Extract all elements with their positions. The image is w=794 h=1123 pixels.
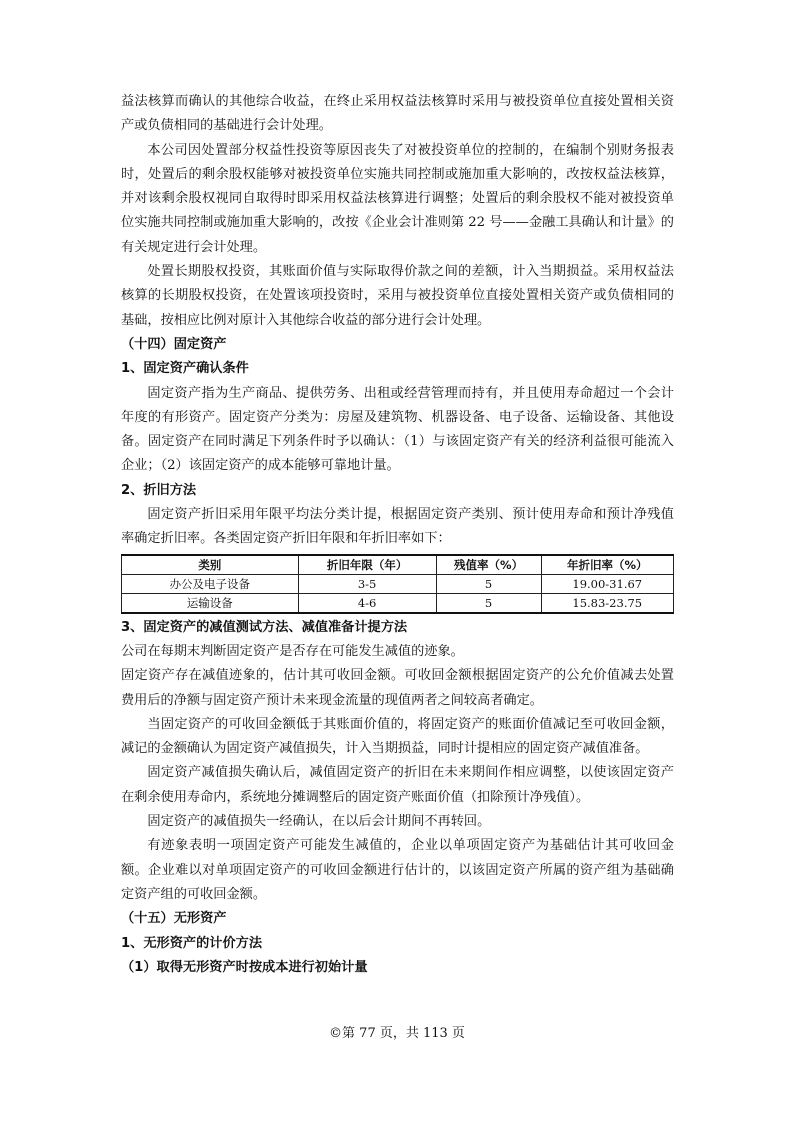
table-header-annual-rate: 年折旧率（%） (541, 555, 674, 575)
paragraph-impairment-judgement: 公司在每期末判断固定资产是否存在可能发生减值的迹象。 (121, 643, 464, 659)
table-cell: 4-6 (298, 593, 436, 613)
section-15-heading-1: 1、无形资产的计价方法 (121, 935, 263, 951)
paragraph-asset-group: 有迹象表明一项固定资产可能发生减值的，企业以单项固定资产为基础估计其可收回金额。企业难以对单项固定资产的可收回金额进行估计的，以该固定资产所属的资产组为基础确定资产组的可收回金额。 (121, 838, 674, 902)
paragraph-disposal-long-term-equity: 处置长期股权投资，其账面价值与实际取得价款之间的差额，计入当期损益。采用权益法核算的长期股权投资，在处置该项投资时，采用与被投资单位直接处置相关资产或负债相同的基础，按相应比例对原计入其他综合收益的部分进行会计处理。 (121, 264, 674, 328)
table-cell: 办公及电子设备 (122, 574, 299, 593)
paragraph-recoverable-amount: 固定资产存在减值迹象的，估计其可收回金额。可收回金额根据固定资产的公允价值减去处置费用后的净额与固定资产预计未来现金流量的现值两者之间较高者确定。 (121, 668, 674, 708)
paragraph-depreciation-method: 固定资产折旧采用年限平均法分类计提，根据固定资产类别、预计使用寿命和预计净残值率确定折旧率。各类固定资产折旧年限和年折旧率如下： (121, 507, 674, 547)
table-row (122, 593, 674, 613)
paragraph-equity-method-continuation: 益法核算而确认的其他综合收益，在终止采用权益法核算时采用与被投资单位直接处置相关资产或负债相同的基础进行会计处理。 (121, 94, 674, 134)
table-header-residual: 残值率（%） (436, 555, 541, 575)
table-cell: 3-5 (298, 574, 436, 593)
table-header-row (122, 555, 674, 575)
paragraph-no-reversal: 固定资产的减值损失一经确认，在以后会计期间不再转回。 (147, 814, 491, 830)
table-cell: 5 (436, 574, 541, 593)
table-cell: 运输设备 (122, 593, 299, 613)
paragraph-partial-disposal: 本公司因处置部分权益性投资等原因丧失了对被投资单位的控制的，在编制个别财务报表时，处置后的剩余股权能够对被投资单位实施共同控制或施加重大影响的，改按权益法核算，并对该剩余股权视同自取得时即采用权益法核算进行调整；处置后的剩余股权不能对被投资单位实施共同控制或施加重大影响的，改按《企业会计准则第 22 号——金融工具确认和计量》的有关规定进行会计处理。 (121, 142, 674, 255)
section-15-title: （十五）无形资产 (121, 911, 227, 927)
page-footer: ©第 77 页，共 113 页 (329, 1026, 465, 1041)
paragraph-depreciation-adjustment: 固定资产减值损失确认后，减值固定资产的折旧在未来期间作相应调整，以使该固定资产在剩余使用寿命内，系统地分摊调整后的固定资产账面价值（扣除预计净残值）。 (121, 765, 674, 805)
table-row (122, 574, 674, 593)
section-14-title: （十四）固定资产 (121, 336, 227, 352)
table-cell: 19.00-31.67 (541, 574, 674, 593)
table-header-category: 类别 (122, 555, 299, 575)
table-cell: 5 (436, 593, 541, 613)
paragraph-recognition-conditions: 固定资产指为生产商品、提供劳务、出租或经营管理而持有，并且使用寿命超过一个会计年度的有形资产。固定资产分类为：房屋及建筑物、机器设备、电子设备、运输设备、其他设备。固定资产在同时满足下列条件时予以确认：（1）与该固定资产有关的经济利益很可能流入企业；（2）该固定资产的成本能够可靠地计量。 (121, 385, 674, 474)
table-header-years: 折旧年限（年） (298, 555, 436, 575)
section-14-heading-1: 1、固定资产确认条件 (121, 361, 249, 377)
section-14-heading-3: 3、固定资产的减值测试方法、减值准备计提方法 (121, 619, 408, 635)
paragraph-impairment-loss: 当固定资产的可收回金额低于其账面价值的，将固定资产的账面价值减记至可收回金额，减记的金额确认为固定资产减值损失，计入当期损益，同时计提相应的固定资产减值准备。 (121, 716, 674, 757)
document-body (121, 90, 674, 980)
depreciation-table (121, 554, 674, 614)
section-14-heading-2: 2、折旧方法 (121, 482, 197, 498)
section-15-subheading-1: （1）取得无形资产时按成本进行初始计量 (121, 959, 368, 975)
table-cell: 15.83-23.75 (541, 593, 674, 613)
